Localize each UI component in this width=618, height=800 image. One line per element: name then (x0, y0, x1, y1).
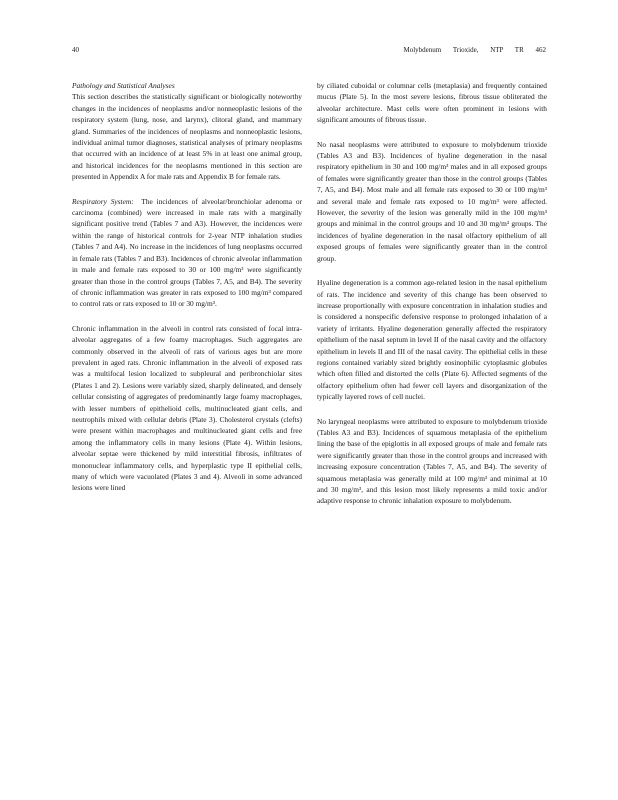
paragraph-laryngeal: No laryngeal neoplasms were attributed to exposure to molybdenum trioxide (Tables A3 and B3). Incidences of squamous metaplasia of the epithelium lining the base of the epiglottis in all exposed groups of male and female rats were significantly greater than those in the control groups and increased with increasing exposure concentration (Tables 7, A5, and B4). The severity of squamous metaplasia was generally mild at 100 mg/m³ and minimal at 10 and 30 mg/m³, and this lesion most likely represents a mild toxic and/or adaptive response to chronic inhalation exposure to molybdenum. (317, 416, 547, 506)
left-column (72, 80, 302, 507)
paragraph-intro: This section describes the statistically significant or biologically noteworthy changes in the incidences of neoplasms and/or nonneoplastic lesions of the respiratory system (lung, nose, and larynx), clitoral gland, and mammary gland. Summaries of the incidences of neoplasms and nonneoplastic lesions, individual animal tumor diagnoses, statistical analyses of primary neoplasms that occurred with an incidence of at least 5% in at least one animal group, and historical incidences for the neoplasms mentioned in this section are presented in Appendix A for male rats and Appendix B for female rats. (72, 92, 302, 182)
paragraph-lead-respiratory: Respiratory System: (72, 196, 134, 206)
paragraph-respiratory (72, 196, 302, 310)
paragraph-continuation: by ciliated cuboidal or columnar cells (metaplasia) and frequently contained mucus (Plate 5). In the most severe lesions, fibrous tissue obliterated the alveolar architecture. Mast cells were often prominent in lesions with significant amounts of fibrous tissue. (317, 81, 547, 125)
running-title: Molybdenum Trioxide, NTP TR 462 (403, 46, 546, 54)
right-column (317, 80, 547, 520)
section-block (72, 80, 302, 183)
paragraph-respiratory-text: The incidences of alveolar/bronchiolar adenoma or carcinoma (combined) were increased in male rats with a marginally significant positive trend (Tables 7 and A3). However, the incidences were within the range of historical controls for 2-year NTP inhalation studies (Tables 7 and A4). No increase in the incidences of lung neoplasms occurred in female rats (Tables 7 and B3). Incidences of chronic alveolar inflammation in male and female rats exposed to 30 or 100 mg/m³ were significantly greater than those in the control groups (Tables 7, A5, and B4). The severity of chronic inflammation was greater in rats exposed to 100 mg/m³ compared to control rats or rats exposed to 10 or 30 mg/m³. (72, 196, 303, 309)
paragraph-chronic-inflammation: Chronic inflammation in the alveoli in control rats consisted of focal intra-alveolar aggregates of a few foamy macrophages. Such aggregates are commonly observed in the alveoli of rats of various ages but are more prevalent in aged rats. Chronic inflammation in the alveoli of exposed rats was a multifocal lesion localized to subpleural and peribronchiolar sites (Plates 1 and 2). Lesions were variably sized, sharply delineated, and densely cellular consisting of aggregates of predominantly large foamy macrophages, with lesser numbers of epithelioid cells, multinucleated giant cells, and neutrophils mixed with cellular debris (Plate 3). Cholesterol crystals (clefts) were present within macrophages and multinucleated giant cells and free among the inflammatory cells in many lesions (Plate 4). Within lesions, alveolar septae were thickened by mild interstitial fibrosis, infiltrates of mononuclear inflammatory cells, and hyperplastic type II epithelial cells, many of which were vacuolated (Plates 3 and 4). Alveoli in some advanced lesions were lined (72, 323, 302, 493)
paragraph-hyaline: Hyaline degeneration is a common age-related lesion in the nasal epithelium of rats. The incidence and severity of this change has been observed to increase proportionally with exposure concentration in inhalation studies and is considered a nonspecific defensive response to prolonged inhalation of a variety of irritants. Hyaline degeneration generally affected the respiratory epithelium of the nasal septum in level II of the nasal cavity and the olfactory epithelium in levels II and III of the nasal cavity. The epithelial cells in these regions contained variably sized brightly eosinophilic cytoplasmic globules which often filled and distorted the cells (Plate 6). Affected segments of the olfactory epithelium often had fewer cell layers and disorganization of the typically layered rows of cell nuclei. (317, 278, 547, 402)
section-title: Pathology and Statistical Analyses (72, 81, 175, 90)
paragraph-nasal: No nasal neoplasms were attributed to exposure to molybdenum trioxide (Tables A3 and B3). Incidences of hyaline degeneration in the nasal respiratory epithelium in 30 and 100 mg/m³ males and in all exposed groups of females were significantly greater than those in the control groups (Tables 7, A5, and B4). Most male and all female rats exposed to 30 or 100 mg/m³ and several male and female rats exposed to 10 mg/m³ were affected. However, the severity of the lesion was generally mild in the 100 mg/m³ groups and minimal in the control groups and 10 and 30 mg/m³ groups. The incidences of hyaline degeneration in the nasal olfactory epithelium of all exposed groups of females were significantly greater than in the control group. (317, 139, 547, 263)
page-number: 40 (72, 46, 79, 54)
